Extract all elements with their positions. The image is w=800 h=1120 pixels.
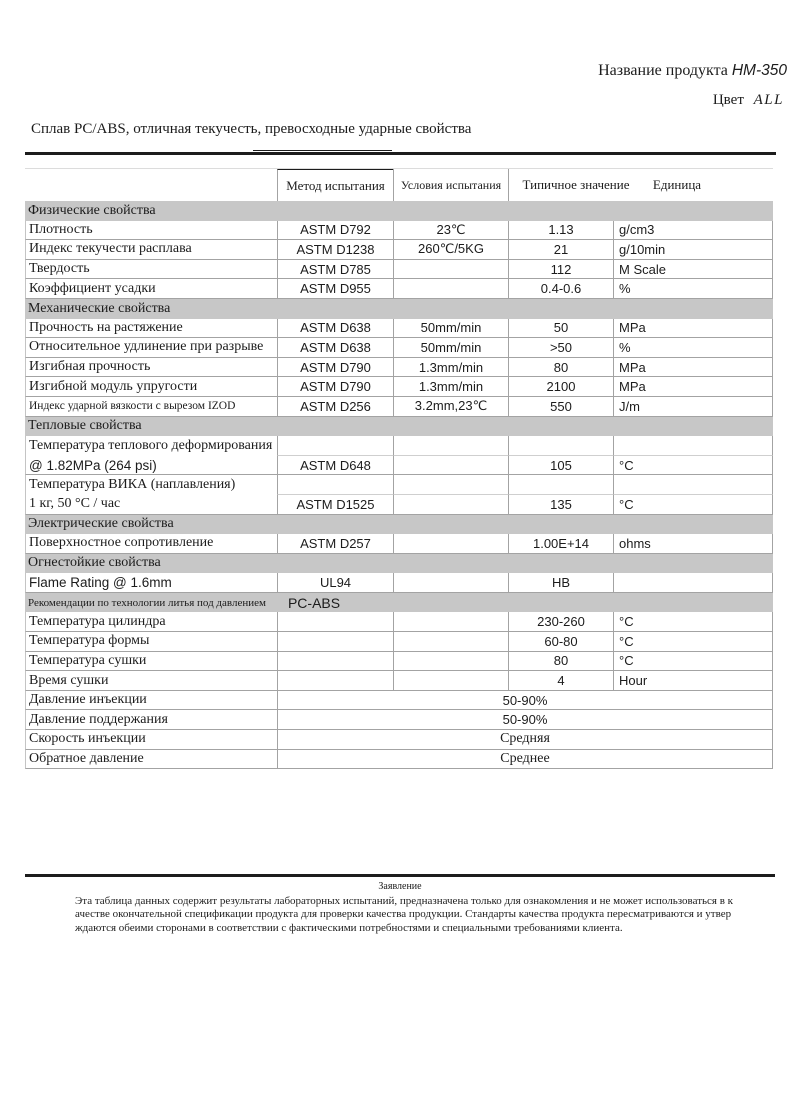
test-method: ASTM D648 bbox=[277, 456, 393, 476]
section-header bbox=[25, 593, 773, 613]
section-header-label: Огнестойкие свойства bbox=[28, 555, 161, 571]
section-header-label: Механические свойства bbox=[28, 300, 171, 316]
property-label: Изгибная прочность bbox=[25, 358, 277, 378]
property-label: Скорость инъекции bbox=[25, 730, 277, 750]
typical-value: 50 bbox=[508, 319, 613, 339]
test-method: ASTM D1238 bbox=[277, 240, 393, 260]
property-label: Поверхностное сопротивление bbox=[25, 534, 277, 554]
section-header-label: Рекомендации по технологии литья под давлением bbox=[28, 596, 266, 609]
test-condition: 260℃/5KG bbox=[393, 240, 508, 260]
column-header bbox=[277, 169, 393, 201]
section-header-label: Тепловые свойства bbox=[28, 418, 142, 434]
test-condition bbox=[393, 495, 508, 515]
property-label: @ 1.82MPa (264 psi) bbox=[25, 456, 277, 476]
section-header bbox=[25, 515, 773, 535]
typical-value: Среднее bbox=[277, 750, 773, 770]
test-method bbox=[277, 652, 393, 672]
column-header-label: Условия испытания bbox=[400, 177, 502, 192]
typical-value: 80 bbox=[508, 358, 613, 378]
section-extra-value: PC-ABS bbox=[287, 594, 341, 611]
property-label: Время сушки bbox=[25, 671, 277, 691]
column-header bbox=[393, 169, 508, 201]
unit: MPa bbox=[613, 358, 773, 378]
disclaimer-line: ждаются обеими сторонами в соответствии с фактическими потребностями и специальными требованиями клиента. bbox=[75, 921, 623, 934]
material-description: Сплав PC/ABS, отличная текучесть, превосходные ударные свойства bbox=[31, 121, 472, 137]
unit: % bbox=[613, 279, 773, 299]
test-method: ASTM D638 bbox=[277, 319, 393, 339]
typical-value: Средняя bbox=[277, 730, 773, 750]
test-condition bbox=[393, 652, 508, 672]
typical-value: 1.00E+14 bbox=[508, 534, 613, 554]
typical-value: 1.13 bbox=[508, 221, 613, 241]
unit: MPa bbox=[613, 319, 773, 339]
unit bbox=[613, 573, 773, 593]
color-value: ALL bbox=[753, 92, 784, 108]
property-label: Flame Rating @ 1.6mm bbox=[25, 573, 277, 593]
typical-value: 4 bbox=[508, 671, 613, 691]
test-method bbox=[277, 612, 393, 632]
header-rule bbox=[25, 152, 776, 155]
test-condition bbox=[393, 534, 508, 554]
header-rule-artifact bbox=[253, 150, 392, 152]
product-title-label: Название продукта bbox=[598, 62, 728, 79]
unit: °C bbox=[613, 456, 773, 476]
property-label: Температура сушки bbox=[25, 652, 277, 672]
property-label: Температура ВИКА (наплавления) bbox=[25, 475, 277, 495]
test-method bbox=[277, 671, 393, 691]
test-method: ASTM D792 bbox=[277, 221, 393, 241]
unit: g/cm3 bbox=[613, 221, 773, 241]
column-header bbox=[508, 169, 630, 201]
unit: M Scale bbox=[613, 260, 773, 280]
property-label: Давление поддержания bbox=[25, 710, 277, 730]
section-header bbox=[25, 201, 773, 221]
disclaimer bbox=[75, 895, 755, 935]
typical-value: 60-80 bbox=[508, 632, 613, 652]
typical-value: 230-260 bbox=[508, 612, 613, 632]
product-title bbox=[598, 62, 787, 80]
test-method: ASTM D790 bbox=[277, 358, 393, 378]
test-condition: 50mm/min bbox=[393, 319, 508, 339]
properties-table bbox=[25, 168, 773, 769]
test-method bbox=[277, 632, 393, 652]
column-header-label: Единица bbox=[652, 177, 702, 192]
property-label: Обратное давление bbox=[25, 750, 277, 770]
property-label: Плотность bbox=[25, 221, 277, 241]
typical-value: >50 bbox=[508, 338, 613, 358]
section-header bbox=[25, 299, 773, 319]
test-condition bbox=[393, 573, 508, 593]
footer-rule bbox=[25, 874, 775, 877]
unit: °C bbox=[613, 495, 773, 515]
column-header bbox=[613, 169, 773, 201]
test-method: ASTM D256 bbox=[277, 397, 393, 417]
test-method: ASTM D1525 bbox=[277, 495, 393, 515]
product-name: HM-350 bbox=[731, 62, 787, 79]
disclaimer-line: ачестве окончательной спецификации продукта для проверки качества продукции. Стандарты качества продукта пересматриваются и утвер bbox=[75, 908, 732, 921]
test-condition bbox=[393, 671, 508, 691]
typical-value bbox=[508, 475, 613, 495]
unit: MPa bbox=[613, 377, 773, 397]
column-header bbox=[25, 169, 277, 201]
test-condition: 3.2mm,23℃ bbox=[393, 397, 508, 417]
test-method: ASTM D790 bbox=[277, 377, 393, 397]
typical-value bbox=[508, 436, 613, 456]
typical-value: 21 bbox=[508, 240, 613, 260]
section-header bbox=[25, 554, 773, 574]
typical-value: 105 bbox=[508, 456, 613, 476]
property-label: Индекс текучести расплава bbox=[25, 240, 277, 260]
property-label: Давление инъекции bbox=[25, 691, 277, 711]
test-condition bbox=[393, 475, 508, 495]
test-method: UL94 bbox=[277, 573, 393, 593]
property-label: Температура теплового деформирования bbox=[25, 436, 277, 456]
property-label: Относительное удлинение при разрыве bbox=[25, 338, 277, 358]
test-condition: 50mm/min bbox=[393, 338, 508, 358]
test-method: ASTM D257 bbox=[277, 534, 393, 554]
unit: Hour bbox=[613, 671, 773, 691]
property-label: Температура цилиндра bbox=[25, 612, 277, 632]
typical-value: 112 bbox=[508, 260, 613, 280]
unit: °C bbox=[613, 612, 773, 632]
typical-value: 2100 bbox=[508, 377, 613, 397]
test-condition bbox=[393, 279, 508, 299]
test-condition: 1.3mm/min bbox=[393, 377, 508, 397]
typical-value: 50-90% bbox=[277, 691, 773, 711]
unit bbox=[613, 436, 773, 456]
unit: % bbox=[613, 338, 773, 358]
property-label: Изгибной модуль упругости bbox=[25, 377, 277, 397]
section-header-label: Физические свойства bbox=[28, 202, 156, 218]
typical-value: 135 bbox=[508, 495, 613, 515]
typical-value: 80 bbox=[508, 652, 613, 672]
test-condition: 1.3mm/min bbox=[393, 358, 508, 378]
test-method bbox=[277, 436, 393, 456]
property-label: Коэффициент усадки bbox=[25, 279, 277, 299]
property-label: 1 кг, 50 °C / час bbox=[25, 495, 277, 515]
test-condition bbox=[393, 612, 508, 632]
column-header-label: Типичное значение bbox=[522, 177, 630, 192]
column-header-label: Метод испытания bbox=[286, 177, 385, 193]
typical-value: 50-90% bbox=[277, 710, 773, 730]
test-condition bbox=[393, 632, 508, 652]
test-condition bbox=[393, 436, 508, 456]
unit: °C bbox=[613, 652, 773, 672]
property-label: Прочность на растяжение bbox=[25, 319, 277, 339]
typical-value: 550 bbox=[508, 397, 613, 417]
disclaimer-line: Эта таблица данных содержит результаты лабораторных испытаний, предназначена только для ознакомления и не может использоваться в к bbox=[75, 895, 734, 907]
property-label: Температура формы bbox=[25, 632, 277, 652]
test-condition: 23℃ bbox=[393, 221, 508, 241]
unit: g/10min bbox=[613, 240, 773, 260]
section-header bbox=[25, 417, 773, 437]
unit: °C bbox=[613, 632, 773, 652]
unit bbox=[613, 475, 773, 495]
section-header-label: Электрические свойства bbox=[28, 516, 174, 532]
test-condition bbox=[393, 260, 508, 280]
property-label: Индекс ударной вязкости с вырезом IZOD bbox=[25, 397, 277, 417]
color-line bbox=[713, 92, 784, 109]
test-method: ASTM D785 bbox=[277, 260, 393, 280]
color-label: Цвет bbox=[712, 92, 744, 108]
unit: J/m bbox=[613, 397, 773, 417]
statement-title: Заявление bbox=[378, 881, 422, 892]
test-method: ASTM D638 bbox=[277, 338, 393, 358]
property-label: Твердость bbox=[25, 260, 277, 280]
typical-value: HB bbox=[508, 573, 613, 593]
unit: ohms bbox=[613, 534, 773, 554]
test-condition bbox=[393, 456, 508, 476]
typical-value: 0.4-0.6 bbox=[508, 279, 613, 299]
test-method: ASTM D955 bbox=[277, 279, 393, 299]
test-method bbox=[277, 475, 393, 495]
